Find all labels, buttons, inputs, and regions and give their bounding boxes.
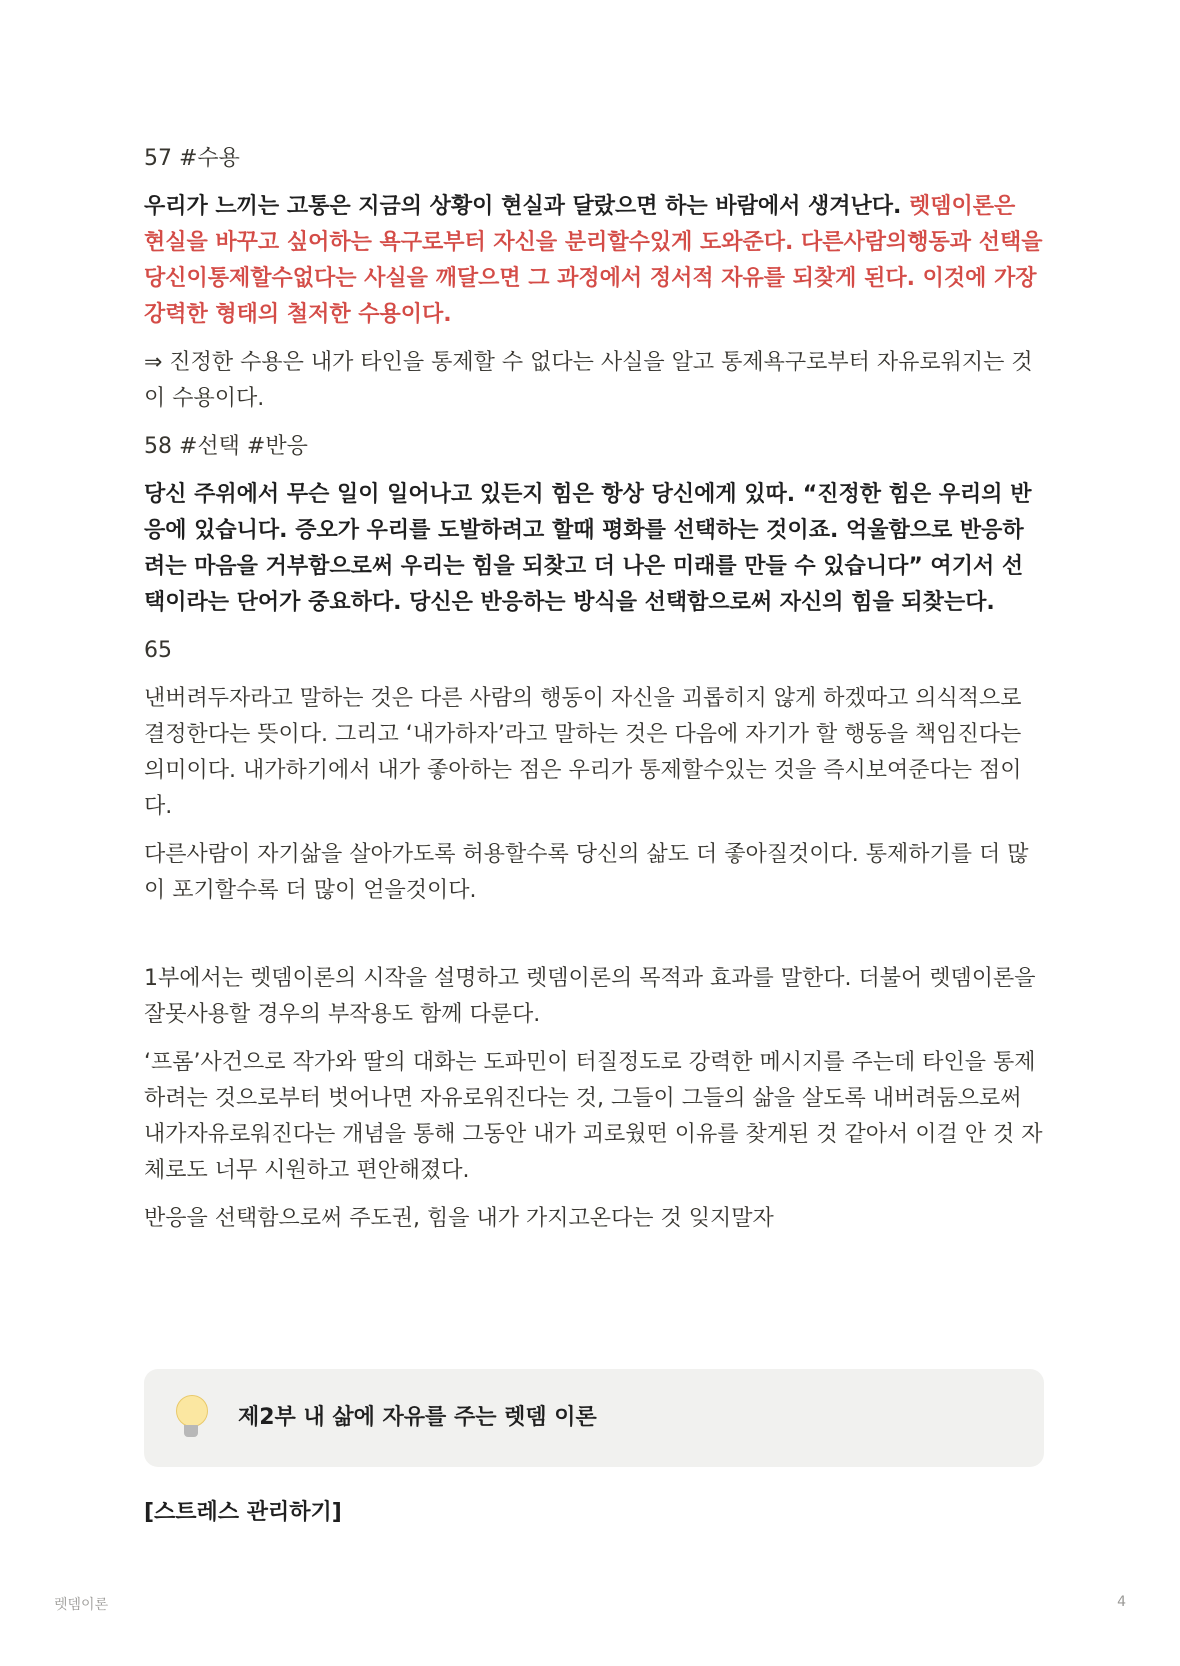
paragraph-58: 당신 주위에서 무슨 일이 일어나고 있든지 힘은 항상 당신에게 있따. “진정한 힘은 우리의 반응에 있습니다. 증오가 우리를 도발하려고 할때 평화를 선택하는 것이죠. 억울함으로 반응하려는 마음을 거부함으로써 우리는 힘을 되찾고 더 나은 미래를 만들 수 있습니다” 여기서 선택이라는 단어가 중요하다. 당신은 반응하는 방식을 선택함으로써 자신의 힘을 되찾는다. <box>144 482 1032 615</box>
callout-block <box>144 1369 1044 1467</box>
section-heading-58: 58 #선택 #반응 <box>144 434 308 459</box>
footer-page-number: 4 <box>1117 1594 1126 1610</box>
spacer-large <box>144 1249 1044 1369</box>
paragraph-57-note: ⇒ 진정한 수용은 내가 타인을 통제할 수 없다는 사실을 알고 통제욕구로부터 자유로워지는 것이 수용이다. <box>144 350 1033 411</box>
summary-paragraph-1: 1부에서는 렛뎀이론의 시작을 설명하고 렛뎀이론의 목적과 효과를 말한다. 더불어 렛뎀이론을 잘못사용할 경우의 부작용도 함께 다룬다. <box>144 966 1036 1027</box>
spacer <box>144 921 1044 961</box>
lightbulb-icon <box>174 1395 208 1441</box>
summary-paragraph-2: ‘프롬’사건으로 작가와 딸의 대화는 도파민이 터질정도로 강력한 메시지를 주는데 타인을 통제하려는 것으로부터 벗어나면 자유로워진다는 것, 그들이 그들의 삶을 살도록 내버려둠으로써 내가자유로워진다는 개념을 통해 그동안 내가 괴로웠떤 이유를 찾게된 것 같아서 이걸 안 것 자체로도 너무 시원하고 편안해졌다. <box>144 1050 1043 1183</box>
paragraph-57-bold-text: 우리가 느끼는 고통은 지금의 상황이 현실과 달랐으면 하는 바람에서 생겨난다. <box>144 194 910 219</box>
summary-paragraph-3: 반응을 선택함으로써 주도권, 힘을 내가 가지고온다는 것 잊지말자 <box>144 1206 774 1231</box>
paragraph-65-1: 낸버려두자라고 말하는 것은 다른 사람의 행동이 자신을 괴롭히지 않게 하겠따고 의식적으로 결정한다는 뜻이다. 그리고 ‘내가하자’라고 말하는 것은 다음에 자기가 할 행동을 책임진다는 의미이다. 내가하기에서 내가 좋아하는 점은 우리가 통제할수있는 것을 즉시보여준다는 점이다. <box>144 686 1022 819</box>
paragraph-57-highlight-text: 렛뎀이론은 현실을 바꾸고 싶어하는 욕구로부터 자신을 분리할수있게 도와준다. 다른사람의행동과 선택을 당신이통제할수없다는 사실을 깨달으면 그 과정에서 정서적 자유를 되찾게 된다. 이것에 가장 강력한 형태의 철저한 수용이다. <box>144 194 1043 327</box>
paragraph-65-2: 다른사람이 자기삶을 살아가도록 허용할수록 당신의 삶도 더 좋아질것이다. 통제하기를 더 많이 포기할수록 더 많이 얻을것이다. <box>144 842 1029 903</box>
section-heading-stress: [스트레스 관리하기] <box>144 1500 342 1525</box>
paragraph-57 <box>144 189 1044 333</box>
footer-document-title: 렛뎀이론 <box>54 1597 109 1613</box>
callout-text: 제2부 내 삶에 자유를 주는 렛뎀 이론 <box>238 1405 597 1430</box>
document-body <box>144 141 1044 1543</box>
section-heading-65: 65 <box>144 638 172 663</box>
section-heading-57: 57 #수용 <box>144 146 240 171</box>
